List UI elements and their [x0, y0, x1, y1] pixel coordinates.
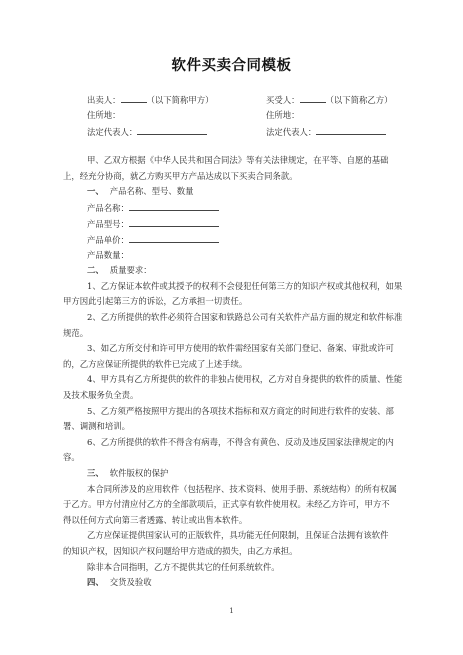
- section-4-number: 四、: [87, 577, 104, 587]
- field-blank: [129, 202, 219, 211]
- section-1-number: 一、: [87, 186, 104, 196]
- paragraph-line: 容。: [63, 452, 80, 462]
- seller-row: [87, 94, 214, 106]
- buyer-blank: [300, 94, 326, 103]
- seller-rep-row: [87, 126, 207, 138]
- section-1-title: 产品名称、型号、数量: [109, 186, 194, 196]
- paragraph-line: 5、乙方须严格按照甲方提出的各项技术指标和双方商定的时间进行软件的安装、部: [87, 406, 394, 416]
- seller-note: （以下简称甲方）: [146, 95, 214, 105]
- seller-rep-blank: [137, 126, 207, 135]
- paragraph-line: 6、乙方所提供的软件不得含有病毒，不得含有黄色、反动及违反国家法律规定的内: [87, 437, 394, 447]
- paragraph-line: 2、乙方所提供的软件必须符合国家和铁路总公司有关软件产品方面的规定和软件标准: [87, 312, 403, 322]
- field-blank: [129, 234, 219, 243]
- seller-label: 出卖人：: [87, 95, 121, 105]
- intro-line: 甲、乙双方根据《中华人民共和国合同法》等有关法律规定，在平等、自愿的基础: [87, 155, 389, 165]
- section-2-title: 质量要求：: [109, 265, 152, 275]
- section-1-heading: [87, 186, 194, 197]
- section-3-number: 三、: [87, 468, 104, 478]
- field-label: 产品型号：: [87, 219, 129, 229]
- field-blank: [129, 218, 219, 227]
- buyer-rep-blank: [316, 126, 386, 135]
- paragraph-line: 乙方应保证提供国家认可的正版软件，具功能无任何限制，且保证合法拥有该软件: [87, 530, 389, 540]
- field-quantity: 产品数量：: [87, 250, 129, 260]
- paragraph-line: 于乙方。甲方付清应付乙方的全部款项后，正式享有软件使用权。未经乙方许可，甲方不: [63, 499, 390, 509]
- field-product-name: [87, 202, 219, 214]
- field-product-model: [87, 218, 219, 230]
- paragraph-line: 3、如乙方所交付和许可甲方使用的软件需经国家有关部门登记、备案、审批或许可: [87, 343, 394, 353]
- field-unit-price: [87, 234, 219, 246]
- field-label: 产品名称：: [87, 203, 129, 213]
- buyer-rep-row: [266, 126, 386, 138]
- paragraph-line: 甲方因此引起第三方的诉讼，乙方承担一切责任。: [63, 296, 248, 306]
- section-3-heading: [87, 468, 168, 479]
- paragraph-line: 规范。: [63, 328, 89, 338]
- buyer-note: （以下简称乙方）: [325, 95, 393, 105]
- paragraph-line: 得以任何方式向第三者透露、转让或出售本软件。: [63, 515, 248, 525]
- buyer-rep-label: 法定代表人：: [266, 127, 317, 137]
- seller-address: 住所地：: [87, 110, 121, 120]
- buyer-row: [266, 94, 393, 106]
- buyer-label: 买受人：: [266, 95, 300, 105]
- section-4-title: 交货及验收: [109, 577, 152, 587]
- paragraph-line: 的，乙方应保证所提供的软件已完成了上述手续。: [63, 359, 248, 369]
- seller-rep-label: 法定代表人：: [87, 127, 138, 137]
- intro-line: 上，经充分协商，就乙方购买甲方产品达成以下买卖合同条款。: [63, 171, 298, 181]
- field-label: 产品单价：: [87, 235, 129, 245]
- section-2-heading: [87, 265, 152, 276]
- section-2-number: 二、: [87, 265, 104, 275]
- paragraph-line: 除非本合同指明，乙方不提供其它的任何系统软件。: [87, 562, 280, 572]
- paragraph-line: 及技术服务负全责。: [63, 390, 139, 400]
- document-title: 软件买卖合同模板: [171, 58, 292, 74]
- paragraph-line: 1、乙方保证本软件或其授予的权利不会侵犯任何第三方的知识产权或其他权利，如果: [87, 281, 403, 291]
- page-number: 1: [229, 606, 234, 615]
- section-4-heading: [87, 577, 152, 588]
- paragraph-line: 本合同所涉及的应用软件（包括程序、技术资料、使用手册、系统结构）的所有权属: [87, 484, 397, 494]
- section-3-title: 软件版权的保护: [109, 468, 169, 478]
- paragraph-line: 署、调测和培训。: [63, 421, 130, 431]
- paragraph-line: 4、甲方具有乙方所提供的软件的非独占使用权，乙方对自身提供的软件的质量、性能: [87, 374, 403, 384]
- paragraph-line: 的知识产权，因知识产权问题给甲方造成的损失，由乙方承担。: [63, 546, 298, 556]
- seller-blank: [121, 94, 147, 103]
- buyer-address: 住所地：: [266, 110, 300, 120]
